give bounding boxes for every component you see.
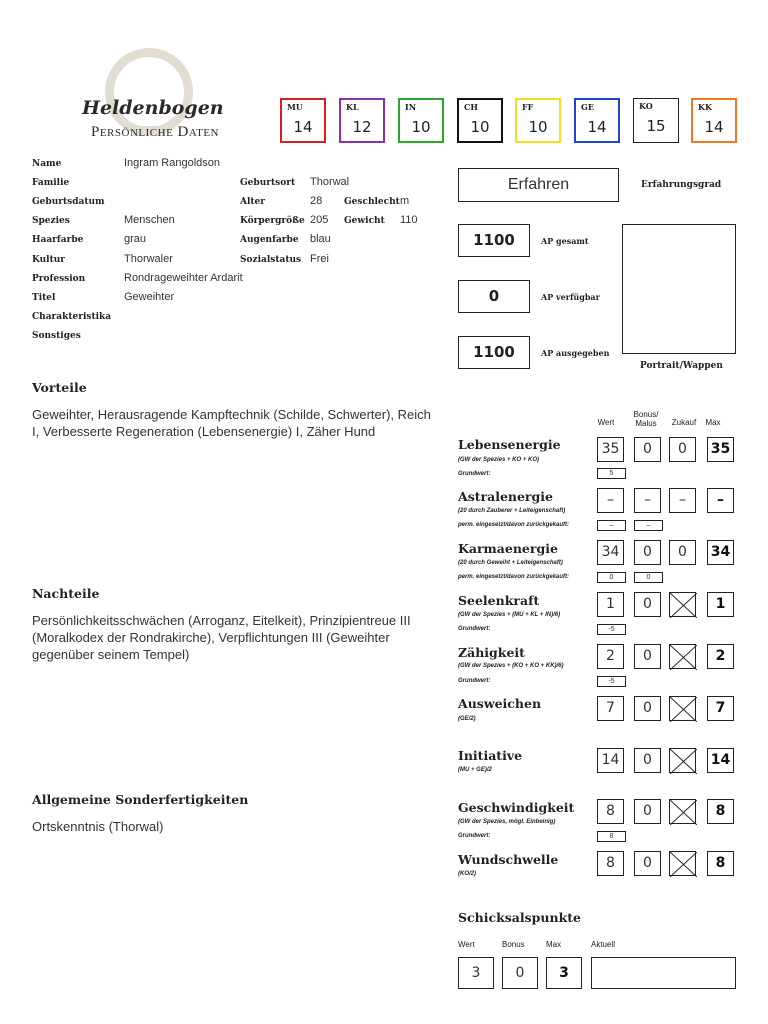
ap-available-field[interactable]: 0 (458, 280, 530, 313)
schicksal-aktuell[interactable] (591, 957, 736, 989)
attribute-value: 14 (587, 118, 607, 136)
karmaenergie-perm-eingesetzt[interactable]: 0 (597, 572, 626, 583)
attribute-ko[interactable] (633, 98, 679, 143)
karmaenergie-perm-zurueckgekauft[interactable]: 0 (634, 572, 663, 583)
nachteile-text[interactable]: Persönlichkeitsschwächen (Arroganz, Eitelkeit), Prinzipientreue III (Moralkodex der Rondrakirche), Verpflichtungen III (Geweihter gegenüber seinem Tempel) (32, 613, 411, 662)
sonstiges-label: Sonstiges (32, 331, 81, 341)
geschwindigkeit-zukauf-disabled (669, 799, 696, 824)
attribute-value: 12 (352, 118, 372, 136)
initiative-bonus[interactable]: 0 (634, 748, 661, 773)
seelenkraft-zukauf-disabled (669, 592, 696, 617)
lebensenergie-wert[interactable]: 35 (597, 437, 624, 462)
ausweichen-wert[interactable]: 7 (597, 696, 624, 721)
experience-level-label: Erfahrungsgrad (641, 180, 722, 190)
seelenkraft-formula: (GW der Spezies + (MU + KL + IN)/6) (458, 612, 561, 618)
geschwindigkeit-name: Geschwindigkeit (458, 800, 575, 815)
koerpergroesse-label: Körpergröße (240, 216, 305, 226)
astralenergie-max[interactable]: – (707, 488, 734, 513)
name-label: Name (32, 159, 62, 169)
gewicht-value[interactable]: 110 (400, 214, 418, 226)
karmaenergie-max[interactable]: 34 (707, 540, 734, 565)
geburtsdatum-label: Geburtsdatum (32, 197, 105, 207)
zaehigkeit-grundwert[interactable]: -5 (597, 676, 626, 687)
experience-level-field[interactable]: Erfahren (458, 168, 619, 202)
haarfarbe-value[interactable]: grau (124, 233, 147, 245)
lebensenergie-formula: (GW der Spezies + KO + KO) (458, 457, 540, 463)
zaehigkeit-formula: (GW der Spezies + (KO + KO + KK)/6) (458, 663, 564, 669)
ap-available-label: AP verfügbar (541, 292, 600, 302)
col-header-bonus-1: Bonus/ (633, 410, 659, 419)
geburtsort-value[interactable]: Thorwal (310, 176, 350, 188)
zaehigkeit-wert[interactable]: 2 (597, 644, 624, 669)
titel-label: Titel (32, 293, 56, 303)
attribute-abbr: IN (405, 102, 417, 112)
col-header-zukauf: Zukauf (671, 418, 697, 427)
attribute-abbr: FF (522, 102, 534, 112)
initiative-zukauf-disabled (669, 748, 696, 773)
ausweichen-zukauf-disabled (669, 696, 696, 721)
seelenkraft-max[interactable]: 1 (707, 592, 734, 617)
astralenergie-perm-eingesetzt[interactable]: – (597, 520, 626, 531)
lebensenergie-zukauf[interactable]: 0 (669, 437, 696, 462)
zaehigkeit-bonus[interactable]: 0 (634, 644, 661, 669)
lebensenergie-name: Lebensenergie (458, 437, 561, 452)
schicksalspunkte-heading: Schicksalspunkte (458, 910, 581, 925)
attribute-value: 15 (646, 117, 666, 135)
attribute-abbr: GE (581, 102, 594, 112)
attribute-abbr: CH (464, 102, 478, 112)
kultur-value[interactable]: Thorwaler (124, 253, 173, 265)
geburtsort-label: Geburtsort (240, 178, 296, 188)
vorteile-text[interactable]: Geweihter, Herausragende Kampftechnik (Schilde, Schwerter), Reich I, Verbesserte Regeneration (Lebensenergie) I, Zäher Hund (32, 407, 431, 439)
attribute-kl[interactable] (339, 98, 385, 143)
geschwindigkeit-max[interactable]: 8 (707, 799, 734, 824)
schicksal-bonus-label: Bonus (502, 940, 525, 949)
nachteile-heading: Nachteile (32, 586, 100, 601)
geschlecht-label: Geschlecht (344, 197, 400, 207)
geschwindigkeit-wert[interactable]: 8 (597, 799, 624, 824)
attribute-ff[interactable] (515, 98, 561, 143)
page-title: Heldenbogen (82, 97, 224, 119)
schicksal-wert[interactable]: 3 (458, 957, 494, 989)
col-header-max: Max (705, 418, 721, 427)
karmaenergie-wert[interactable]: 34 (597, 540, 624, 565)
titel-value[interactable]: Geweihter (124, 291, 175, 303)
vorteile-heading: Vorteile (32, 380, 87, 395)
attribute-kk[interactable] (691, 98, 737, 143)
attribute-abbr: KL (346, 102, 359, 112)
attribute-value: 10 (470, 118, 490, 136)
profession-label: Profession (32, 274, 86, 284)
astralenergie-name: Astralenergie (458, 489, 553, 504)
ausweichen-formula: (GE/2) (458, 716, 476, 722)
attribute-value: 10 (411, 118, 431, 136)
attribute-mu[interactable] (280, 98, 326, 143)
portrait-label: Portrait/Wappen (640, 361, 723, 371)
geschlecht-value[interactable]: m (400, 195, 410, 207)
astralenergie-wert[interactable]: – (597, 488, 624, 513)
initiative-wert[interactable]: 14 (597, 748, 624, 773)
seelenkraft-wert[interactable]: 1 (597, 592, 624, 617)
logo-ring (105, 48, 193, 136)
karmaenergie-formula: (20 durch Geweiht + Leiteigenschaft) (458, 560, 563, 566)
col-header-wert: Wert (597, 418, 615, 427)
karmaenergie-name: Karmaenergie (458, 541, 558, 556)
astralenergie-perm-zurueckgekauft[interactable]: – (634, 520, 663, 531)
geschwindigkeit-grundwert-label: Grundwert: (458, 833, 491, 839)
page-subtitle: Persönliche Daten (91, 124, 219, 140)
wundschwelle-formula: (KO/2) (458, 871, 476, 877)
ausweichen-bonus[interactable]: 0 (634, 696, 661, 721)
lebensenergie-grundwert[interactable]: 5 (597, 468, 626, 479)
initiative-max[interactable]: 14 (707, 748, 734, 773)
attribute-abbr: KO (639, 101, 653, 111)
wundschwelle-wert[interactable]: 8 (597, 851, 624, 876)
col-header-bonus-2: Malus (635, 419, 657, 428)
lebensenergie-max[interactable]: 35 (707, 437, 734, 462)
geschwindigkeit-bonus[interactable]: 0 (634, 799, 661, 824)
initiative-name: Initiative (458, 748, 523, 763)
wundschwelle-name: Wundschwelle (458, 852, 559, 867)
ap-spent-field[interactable]: 1100 (458, 336, 530, 369)
ap-total-label: AP gesamt (541, 236, 589, 246)
seelenkraft-bonus[interactable]: 0 (634, 592, 661, 617)
spezies-value[interactable]: Menschen (124, 214, 175, 226)
karmaenergie-perm-label: perm. eingesetzt/davon zurückgekauft: (458, 574, 570, 580)
ap-total-field[interactable]: 1100 (458, 224, 530, 257)
wundschwelle-max[interactable]: 8 (707, 851, 734, 876)
zaehigkeit-name: Zähigkeit (458, 645, 525, 660)
schicksal-max[interactable]: 3 (546, 957, 582, 989)
augenfarbe-label: Augenfarbe (240, 235, 299, 245)
attribute-ge[interactable] (574, 98, 620, 143)
schicksal-wert-label: Wert (458, 940, 475, 949)
geschwindigkeit-formula: (GW der Spezies, mögl. Einbeinig) (458, 819, 556, 825)
haarfarbe-label: Haarfarbe (32, 235, 84, 245)
schicksal-max-label: Max (546, 940, 562, 949)
ausweichen-name: Ausweichen (458, 696, 542, 711)
seelenkraft-name: Seelenkraft (458, 593, 540, 608)
initiative-formula: (MU + GE)/2 (458, 767, 492, 773)
zaehigkeit-zukauf-disabled (669, 644, 696, 669)
kultur-label: Kultur (32, 255, 66, 265)
familie-label: Familie (32, 178, 70, 188)
attribute-value: 14 (704, 118, 724, 136)
schicksal-bonus[interactable]: 0 (502, 957, 538, 989)
attribute-value: 10 (528, 118, 548, 136)
portrait-box[interactable] (622, 224, 736, 354)
wundschwelle-zukauf-disabled (669, 851, 696, 876)
charakteristika-label: Charakteristika (32, 312, 112, 322)
seelenkraft-grundwert-label: Grundwert: (458, 626, 491, 632)
astralenergie-perm-label: perm. eingesetzt/davon zurückgekauft: (458, 522, 570, 528)
profession-value[interactable]: Rondrageweihter Ardarit (124, 272, 243, 284)
sozialstatus-label: Sozialstatus (240, 255, 302, 265)
karmaenergie-zukauf[interactable]: 0 (669, 540, 696, 565)
attribute-in[interactable] (398, 98, 444, 143)
gewicht-label: Gewicht (344, 216, 385, 226)
attribute-ch[interactable] (457, 98, 503, 143)
astralenergie-zukauf[interactable]: – (669, 488, 696, 513)
sonderfertigkeiten-heading: Allgemeine Sonderfertigkeiten (32, 792, 249, 807)
attribute-value: 14 (293, 118, 313, 136)
sonderfertigkeiten-text[interactable]: Ortskenntnis (Thorwal) (32, 819, 164, 834)
koerpergroesse-value[interactable]: 205 (310, 214, 329, 226)
alter-label: Alter (240, 197, 266, 207)
lebensenergie-grundwert-label: Grundwert: (458, 471, 491, 477)
schicksal-aktuell-label: Aktuell (591, 940, 616, 949)
augenfarbe-value[interactable]: blau (310, 233, 331, 245)
geschwindigkeit-grundwert[interactable]: 8 (597, 831, 626, 842)
sozialstatus-value[interactable]: Frei (310, 253, 329, 265)
ap-spent-label: AP ausgegeben (541, 348, 610, 358)
lebensenergie-bonus[interactable]: 0 (634, 437, 661, 462)
spezies-label: Spezies (32, 216, 70, 226)
alter-value[interactable]: 28 (310, 195, 323, 207)
astralenergie-bonus[interactable]: – (634, 488, 661, 513)
ausweichen-max[interactable]: 7 (707, 696, 734, 721)
seelenkraft-grundwert[interactable]: -5 (597, 624, 626, 635)
wundschwelle-bonus[interactable]: 0 (634, 851, 661, 876)
zaehigkeit-grundwert-label: Grundwert: (458, 678, 491, 684)
attribute-abbr: KK (698, 102, 712, 112)
attribute-abbr: MU (287, 102, 303, 112)
name-value[interactable]: Ingram Rangoldson (124, 157, 221, 169)
zaehigkeit-max[interactable]: 2 (707, 644, 734, 669)
astralenergie-formula: (20 durch Zauberer + Leiteigenschaft) (458, 508, 566, 514)
karmaenergie-bonus[interactable]: 0 (634, 540, 661, 565)
